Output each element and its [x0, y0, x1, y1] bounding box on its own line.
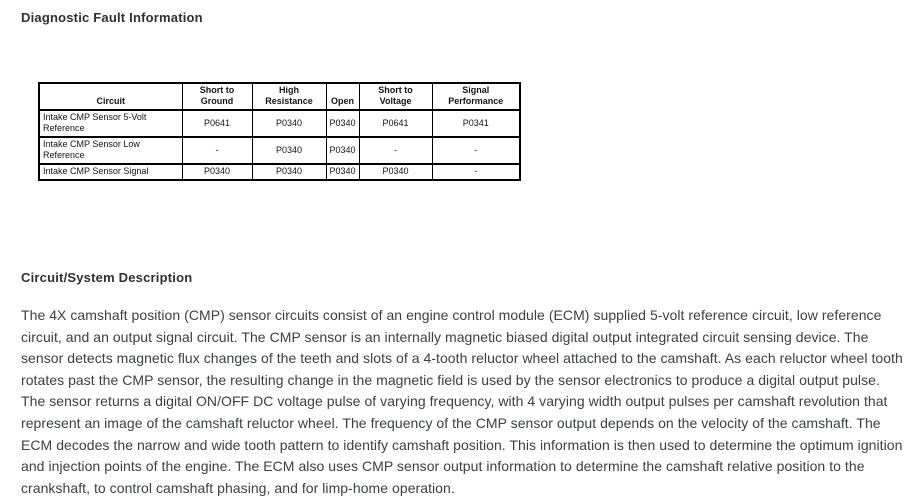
fault-table-body [39, 110, 520, 180]
fault-table-row [39, 164, 520, 180]
fault-table-header [39, 83, 520, 110]
fault-table-column-header-5: Signal Performance [432, 83, 520, 110]
fault-table-dtc-cell: P0641 [182, 110, 252, 137]
fault-table-dtc-cell: P0340 [326, 110, 359, 137]
fault-table-dtc-cell: P0340 [252, 164, 326, 180]
fault-table-column-header-2: High Resistance [252, 83, 326, 110]
fault-table-column-header-1: Short to Ground [182, 83, 252, 110]
diagnostic-fault-heading: Diagnostic Fault Information [21, 10, 203, 25]
circuit-system-description-heading: Circuit/System Description [21, 270, 193, 285]
fault-table-row [39, 110, 520, 137]
fault-table-dtc-cell: P0340 [252, 110, 326, 137]
fault-table-header-row [39, 83, 520, 110]
fault-table-circuit-cell: Intake CMP Sensor Low Reference [39, 137, 182, 164]
fault-table-dtc-cell: P0340 [182, 164, 252, 180]
fault-table-dtc-cell: P0641 [359, 110, 432, 137]
fault-table-dtc-cell: - [359, 137, 432, 164]
fault-table-circuit-cell: Intake CMP Sensor 5-Volt Reference [39, 110, 182, 137]
fault-table-column-header-3: Open [326, 83, 359, 110]
fault-table-dtc-cell: - [432, 137, 520, 164]
fault-table-dtc-cell: P0340 [252, 137, 326, 164]
fault-table-dtc-cell: P0340 [326, 164, 359, 180]
fault-table-circuit-cell: Intake CMP Sensor Signal [39, 164, 182, 180]
fault-table-row [39, 137, 520, 164]
fault-table-dtc-cell: P0340 [359, 164, 432, 180]
fault-table-dtc-cell: P0341 [432, 110, 520, 137]
fault-table-dtc-cell: - [182, 137, 252, 164]
circuit-system-description-text: The 4X camshaft position (CMP) sensor circuits consist of an engine control module (ECM) supplied 5-volt reference circuit, low reference circuit, and an output signal circuit. The CMP sensor is an internally magnetic biased digital output integrated circuit sensing device. The sensor detects magnetic flux changes of the teeth and slots of a 4-tooth reluctor wheel attached to the camshaft. As each reluctor wheel tooth rotates past the CMP sensor, the resulting change in the magnetic field is used by the sensor electronics to produce a digital output pulse. The sensor returns a digital ON/OFF DC voltage pulse of varying frequency, with 4 varying width output pulses per camshaft revolution that represent an image of the camshaft reluctor wheel. The frequency of the CMP sensor output depends on the velocity of the camshaft. The ECM decodes the narrow and wide tooth pattern to identify camshaft position. This information is then used to determine the optimum ignition and injection points of the engine. The ECM also uses CMP sensor output information to determine the camshaft relative position to the crankshaft, to control camshaft phasing, and for limp-home operation. [21, 307, 903, 496]
fault-table-dtc-cell: - [432, 164, 520, 180]
diagnostic-fault-table [38, 82, 521, 181]
fault-table-column-header-0: Circuit [39, 83, 182, 110]
fault-table-dtc-cell: P0340 [326, 137, 359, 164]
fault-table-column-header-4: Short to Voltage [359, 83, 432, 110]
